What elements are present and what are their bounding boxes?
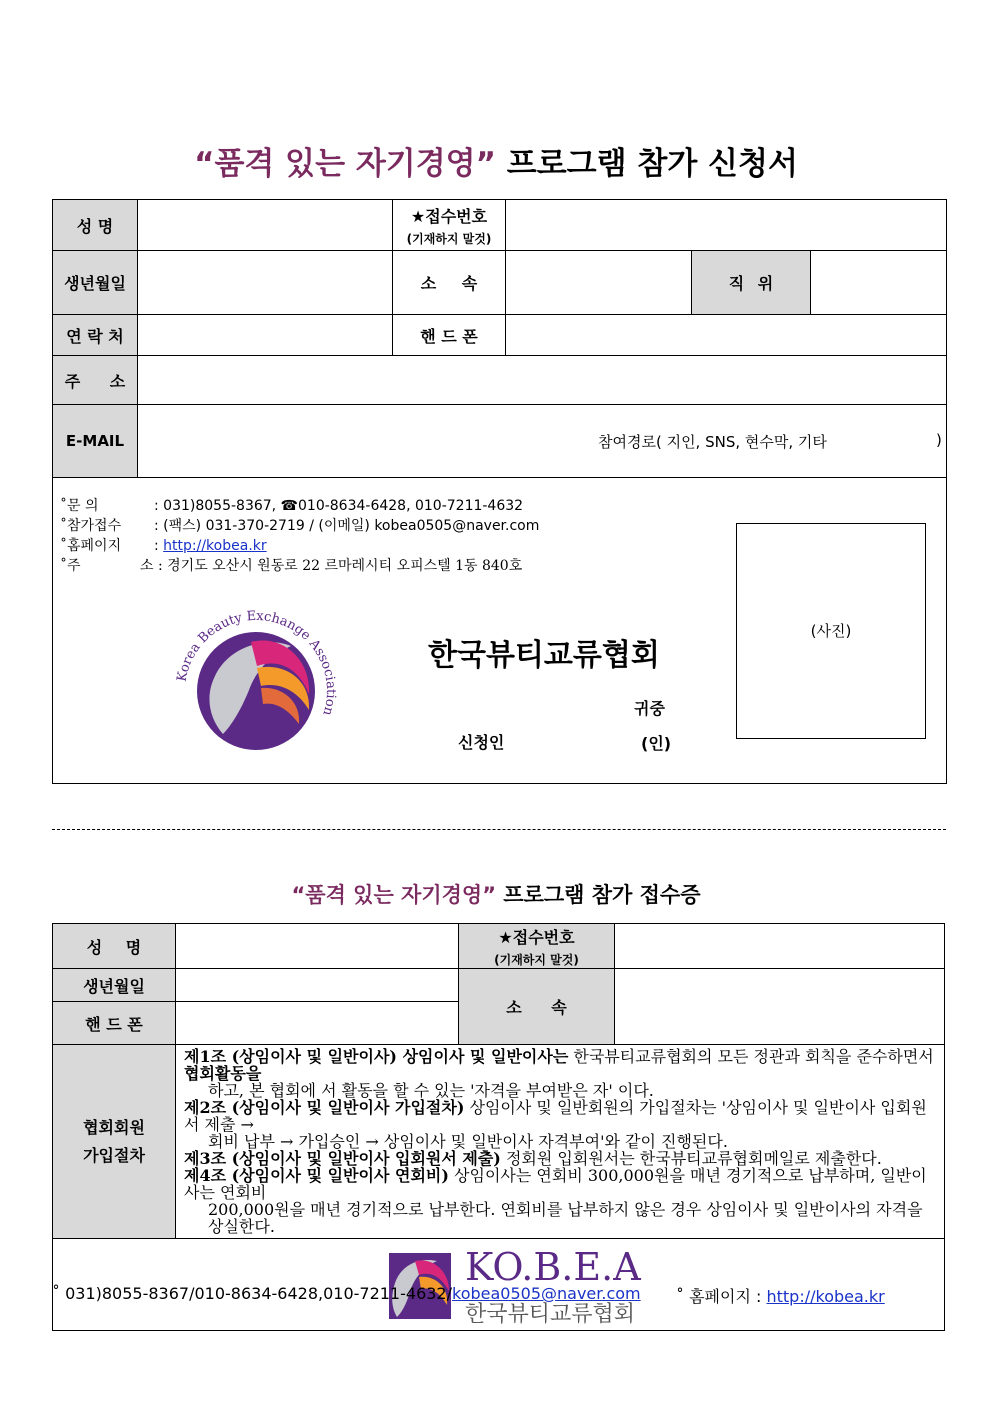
rule-4: 제4조 (상임이사 및 일반이사 연회비) 상임이사는 연회비 300,000원을 매년 경기적으로 납부하며, 일반이사는 연회비 xyxy=(184,1166,927,1202)
inquiry-line xyxy=(60,496,539,516)
mobile-label: 핸 드 폰 xyxy=(393,315,506,356)
receipt-no-text: ★접수번호 xyxy=(410,206,488,226)
addressee: 귀중 xyxy=(634,699,665,718)
receipt-title-rest: 프로그램 참가 접수증 xyxy=(496,883,701,907)
email-label: E-MAIL xyxy=(53,405,138,478)
address-field[interactable] xyxy=(138,356,947,405)
route-close: ) xyxy=(936,431,942,449)
footer-email-link[interactable]: kobea0505@naver.com xyxy=(452,1284,641,1303)
birth-label: 생년월일 xyxy=(53,251,138,315)
mobile-field[interactable] xyxy=(506,315,947,356)
office-address-value: 소 : 경기도 오산시 원동로 22 르마레시티 오피스텔 1동 840호 xyxy=(140,558,523,574)
receipt-affiliation-field[interactable] xyxy=(615,969,945,1045)
position-field[interactable] xyxy=(811,251,947,315)
seal-mark: (인) xyxy=(641,734,672,753)
receipt-birth-field[interactable] xyxy=(176,969,459,1002)
form-title-rest: 프로그램 참가 신청서 xyxy=(496,146,798,182)
homepage-link[interactable]: http://kobea.kr xyxy=(163,538,267,554)
brand-subtitle: 한국뷰티교류협회 xyxy=(465,1302,636,1327)
rule-1: 제1조 (상임이사 및 일반이사) 상임이사 및 일반이사는 한국뷰티교류협회의 모든 정관과 회칙을 준수하면서 협회활동을 xyxy=(184,1047,934,1083)
birth-field[interactable] xyxy=(138,251,393,315)
info-block xyxy=(60,496,539,576)
name-label: 성 명 xyxy=(53,200,138,251)
rule-1-cont: 하고, 본 협회에 서 활동을 할 수 있는 '자격을 부여받은 자' 이다. xyxy=(208,1081,654,1100)
receipt-no-label xyxy=(393,200,506,251)
application-table xyxy=(52,199,947,784)
receipt-name-label: 성 명 xyxy=(53,924,176,969)
contact-label: 연 락 처 xyxy=(53,315,138,356)
address-label: 주 소 xyxy=(53,356,138,405)
affiliation-label: 소 속 xyxy=(393,251,506,315)
photo-label: (사진) xyxy=(810,622,852,640)
homepage-line xyxy=(60,536,539,556)
receipt-no-text-2: ★접수번호 xyxy=(498,927,575,947)
receipt-no-note-2: (기재하지 말것) xyxy=(494,952,579,967)
affiliation-field[interactable] xyxy=(506,251,692,315)
email-field[interactable] xyxy=(138,405,947,478)
receipt-title xyxy=(0,879,992,909)
footer-homepage-label: ˚ 홈페이지 : xyxy=(676,1287,762,1306)
receipt-title-quote: “품격 있는 자기경영” xyxy=(291,883,496,907)
procedure-label xyxy=(53,1045,176,1239)
applicant-label: 신청인 xyxy=(458,733,505,752)
position-label: 직 위 xyxy=(692,251,811,315)
receipt-mobile-field[interactable] xyxy=(176,1002,459,1045)
apply-label: ˚참가접수 xyxy=(60,518,122,534)
procedure-label-2: 가입절차 xyxy=(83,1145,145,1165)
procedure-label-1: 협회회원 xyxy=(83,1117,145,1137)
membership-rules xyxy=(176,1045,945,1239)
homepage-sep: : xyxy=(154,538,159,554)
name-field[interactable] xyxy=(138,200,393,251)
photo-box[interactable] xyxy=(736,523,926,739)
receipt-no-note: (기재하지 말것) xyxy=(406,231,492,246)
logo-ring-text: Korea Beauty Exchange Association xyxy=(174,608,339,718)
inquiry-value: : 031)8055-8367, ☎010-8634-6428, 010-7211-4632 xyxy=(154,498,524,514)
receipt-no-field-2 xyxy=(615,924,945,969)
office-address-line xyxy=(60,556,539,576)
apply-line xyxy=(60,516,539,536)
receipt-affiliation-label: 소 속 xyxy=(459,969,615,1045)
footer-homepage xyxy=(676,1284,885,1307)
apply-value: : (팩스) 031-370-2719 / (이메일) kobea0505@naver.com xyxy=(154,518,540,534)
rule-4-cont: 200,000원을 매년 경기적으로 납부한다. 연회비를 납부하지 않은 경우 상임이사 및 일반이사의 자격을 상실한다. xyxy=(208,1200,923,1236)
association-logo xyxy=(171,606,341,776)
receipt-birth-label: 생년월일 xyxy=(53,969,176,1002)
org-name: 한국뷰티교류협회 xyxy=(428,638,660,673)
receipt-mobile-label: 핸 드 폰 xyxy=(53,1002,176,1045)
contact-field[interactable] xyxy=(138,315,393,356)
rule-3: 제3조 (상임이사 및 일반이사 입회원서 제출) 정회원 입회원서는 한국뷰티교류협회메일로 제출한다. xyxy=(184,1149,882,1168)
footer-homepage-link[interactable]: http://kobea.kr xyxy=(766,1287,885,1306)
receipt-table xyxy=(52,923,945,1331)
office-address-label: ˚주 xyxy=(60,558,81,574)
route-text: 참여경로( 지인, SNS, 현수막, 기타 xyxy=(598,433,827,451)
form-title-quote: “품격 있는 자기경영” xyxy=(194,146,496,182)
rule-2: 제2조 (상임이사 및 일반이사 가입절차) 상임이사 및 일반회원의 가입절차는 '상임이사 및 일반이사 입회원서 제출 → xyxy=(184,1098,927,1134)
footer-contact-text: ˚ 031)8055-8367/010-8634-6428,010-7211-4632/ xyxy=(52,1284,452,1303)
receipt-no-label-2 xyxy=(459,924,615,969)
cut-line xyxy=(52,829,946,830)
info-cell xyxy=(53,478,947,784)
receipt-no-field xyxy=(506,200,947,251)
receipt-name-field[interactable] xyxy=(176,924,459,969)
homepage-label: ˚홈페이지 xyxy=(60,538,122,554)
rule-2-cont: 회비 납부 → 가입승인 → 상임이사 및 일반이사 자격부여'와 같이 진행된다. xyxy=(208,1132,728,1151)
form-title xyxy=(0,138,992,183)
inquiry-label: ˚문 의 xyxy=(60,498,99,514)
footer-contact xyxy=(52,1284,641,1303)
brand-name: KO.B.E.A xyxy=(465,1245,641,1289)
